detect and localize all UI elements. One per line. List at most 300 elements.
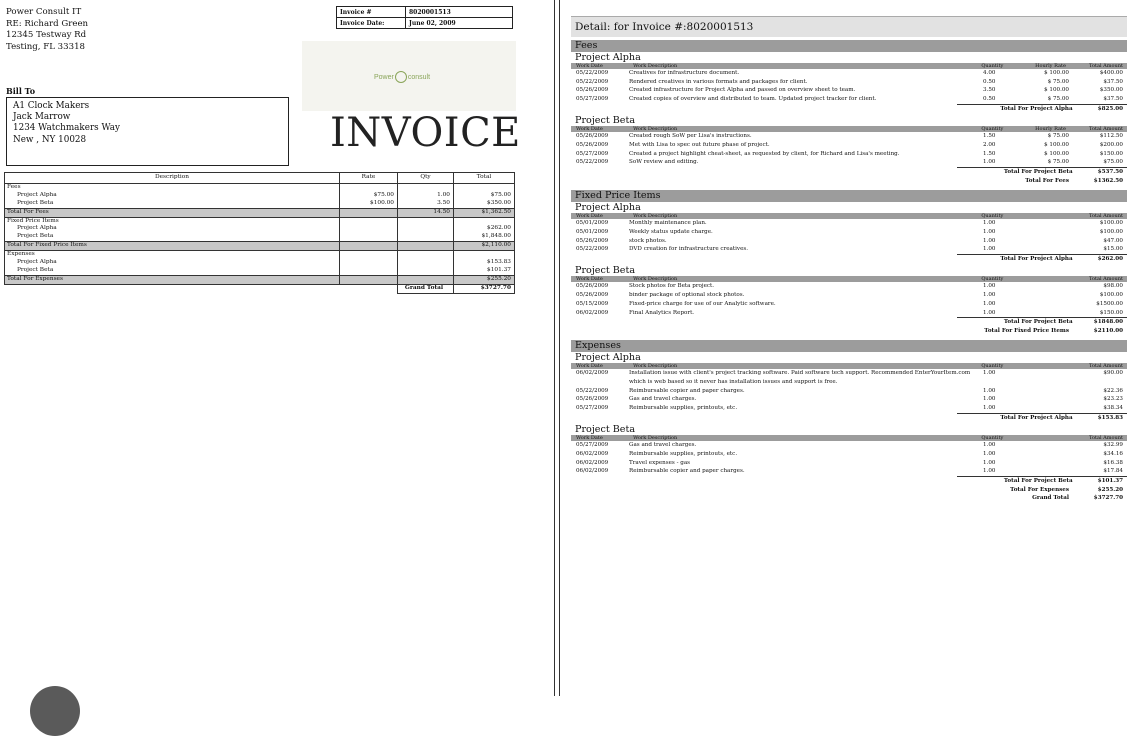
summary-rate (339, 251, 397, 259)
project-heading: Project Alpha (571, 52, 1127, 63)
detail-total-amount: $101.37 (1097, 478, 1123, 485)
summary-body (4, 184, 515, 285)
detail-row (571, 459, 1127, 468)
detail-qty: 1.00 (983, 220, 996, 227)
bill-to-line: A1 Clock Makers (13, 101, 90, 111)
detail-desc: Gas and travel charges. (629, 396, 697, 403)
detail-title: Detail: for Invoice #:8020001513 (571, 16, 1127, 37)
detail-amount: $34.16 (1103, 450, 1123, 457)
summary-rate (339, 242, 397, 250)
detail-total-amount: $825.00 (1097, 105, 1123, 112)
invoice-date: June 02, 2009 (406, 18, 513, 29)
detail-total-row (571, 177, 1127, 186)
summary-desc: Total For Expenses (4, 276, 339, 284)
detail-desc: Created a project highlight cheat-sheet, as requested by client, for Richard and Lisa's meeting. (629, 150, 900, 157)
summary-total (453, 218, 515, 226)
summary-qty (397, 242, 453, 250)
column-header-qty: Quantity (981, 126, 1004, 133)
detail-date: 05/26/2009 (576, 133, 609, 140)
detail-amount: $37.50 (1103, 96, 1123, 103)
summary-desc: Expenses (4, 251, 339, 259)
detail-total-label: Total For Project Alpha (1000, 414, 1073, 421)
detail-rate (1025, 450, 1069, 459)
detail-amount: $17.84 (1103, 468, 1123, 475)
detail-qty: 2.00 (983, 142, 996, 149)
detail-amount: $150.00 (1099, 150, 1123, 157)
company-re: RE: Richard Green (6, 18, 89, 29)
detail-date: 05/22/2009 (576, 159, 609, 166)
detail-row (571, 158, 1127, 167)
detail-row (571, 467, 1127, 476)
bill-to-box (6, 97, 289, 166)
detail-date: 05/22/2009 (576, 70, 609, 76)
detail-amount: $100.00 (1099, 228, 1123, 235)
column-header-qty: Quantity (981, 63, 1004, 69)
summary-total: $2,110.00 (453, 242, 515, 250)
detail-row (571, 450, 1127, 459)
detail-total-row (957, 317, 1127, 327)
summary-total: $153.83 (453, 259, 515, 267)
detail-qty: 1.00 (983, 228, 996, 235)
summary-rate (339, 259, 397, 267)
summary-rate (339, 267, 397, 275)
detail-date: 06/02/2009 (576, 309, 609, 316)
detail-amount: $15.00 (1103, 246, 1123, 253)
invoice-detail-page (571, 16, 1127, 505)
summary-qty (397, 233, 453, 241)
detail-amount: $112.50 (1099, 133, 1123, 140)
summary-total: $255.20 (453, 276, 515, 284)
detail-qty: 1.00 (983, 442, 996, 449)
detail-total-row (957, 254, 1127, 264)
column-header-amount: Total Amount (1089, 63, 1123, 69)
summary-rate (339, 218, 397, 226)
detail-qty: 1.00 (983, 300, 996, 307)
detail-qty: 1.00 (983, 159, 996, 166)
detail-date: 05/01/2009 (576, 228, 609, 235)
invoice-summary-page (0, 0, 520, 696)
detail-total-label: Total For Project Alpha (1000, 255, 1073, 262)
bill-to-label: Bill To (6, 86, 36, 96)
column-header-date: Work Date (576, 126, 603, 133)
detail-amount: $150.00 (1099, 309, 1123, 316)
detail-rate (1025, 219, 1069, 228)
detail-amount: $100.00 (1099, 220, 1123, 227)
detail-qty: 1.00 (983, 283, 996, 290)
summary-total (453, 251, 515, 259)
detail-total-amount: $2110.00 (1093, 327, 1123, 334)
detail-total-row (957, 413, 1127, 423)
logo-circle-icon (395, 71, 407, 83)
detail-desc: Travel expenses - gas (629, 459, 691, 466)
column-header-desc: Work Description (633, 63, 678, 69)
project-heading: Project Beta (571, 115, 1127, 126)
summary-grand-total-row (4, 285, 515, 294)
detail-row (571, 228, 1127, 237)
detail-amount: $98.00 (1103, 283, 1123, 290)
summary-total: $350.00 (453, 200, 515, 208)
summary-section-row (4, 184, 515, 192)
detail-desc: stock photos. (629, 237, 667, 244)
column-header-rate: Hourly Rate (1035, 63, 1066, 69)
detail-date: 05/26/2009 (576, 142, 609, 149)
detail-qty: 1.00 (983, 246, 996, 253)
bill-to-line: Jack Marrow (13, 112, 71, 123)
company-address (6, 7, 88, 53)
project-heading: Project Beta (571, 265, 1127, 276)
detail-total-row (957, 167, 1127, 177)
logo-word-power: Power (374, 73, 394, 81)
detail-row (571, 141, 1127, 150)
detail-total-amount: $1362.50 (1093, 177, 1123, 184)
column-header-amount: Total Amount (1089, 276, 1123, 283)
detail-date: 05/22/2009 (576, 78, 609, 85)
detail-qty: 3.50 (983, 87, 996, 94)
detail-total-amount: $255.20 (1097, 486, 1123, 493)
invoice-number-label: Invoice # (337, 7, 406, 18)
summary-desc: Fixed Price Items (4, 218, 339, 226)
detail-qty: 1.00 (983, 459, 996, 466)
column-header-desc: Work Description (633, 276, 678, 283)
invoice-summary-table (4, 172, 515, 294)
category-heading: Expenses (571, 340, 1127, 352)
detail-date: 06/02/2009 (576, 468, 609, 475)
summary-rate: $75.00 (339, 192, 397, 200)
detail-amount: $38.34 (1103, 405, 1123, 412)
column-header-qty: Quantity (981, 276, 1004, 283)
detail-rate: $ 75.00 (1047, 133, 1069, 140)
detail-rate (1025, 237, 1069, 246)
column-header-amount: Total Amount (1089, 126, 1123, 133)
page-divider-left (554, 0, 555, 696)
detail-date: 05/22/2009 (576, 246, 609, 253)
column-header-amount: Total Amount (1089, 363, 1123, 370)
detail-amount: $350.00 (1099, 87, 1123, 94)
invoice-heading: INVOICE (330, 110, 521, 156)
column-header-desc: Work Description (633, 126, 678, 133)
detail-total-row (571, 327, 1127, 336)
detail-total-row (957, 104, 1127, 114)
company-address-line2: Testing, FL 33318 (6, 41, 86, 52)
column-header-date: Work Date (576, 276, 603, 283)
detail-total-amount: $153.83 (1097, 414, 1123, 421)
summary-rate (339, 184, 397, 192)
summary-qty (397, 267, 453, 275)
summary-rate (339, 209, 397, 217)
detail-total-label: Total For Project Alpha (1000, 105, 1073, 112)
detail-desc: Reimbursable supplies, printouts, etc. (629, 405, 738, 412)
detail-total-label: Total For Project Beta (1003, 478, 1073, 485)
summary-section-row (4, 251, 515, 259)
column-header-date: Work Date (576, 435, 603, 442)
detail-row (571, 150, 1127, 159)
bill-to-line: 1234 Watchmakers Way (13, 123, 120, 134)
summary-qty: 3.50 (397, 200, 453, 208)
detail-desc: Reimbursable supplies, printouts, etc. (629, 450, 738, 457)
summary-desc: Project Alpha (4, 192, 339, 200)
detail-rate (1025, 441, 1069, 450)
column-header-date: Work Date (576, 363, 603, 370)
detail-row (571, 441, 1127, 450)
detail-rate (1025, 228, 1069, 237)
company-name: Power Consult IT (6, 7, 82, 17)
detail-total-label: Grand Total (1032, 495, 1069, 502)
detail-amount: $23.23 (1103, 396, 1123, 403)
detail-row (571, 245, 1127, 254)
detail-row (571, 86, 1127, 95)
column-header-qty: Quantity (981, 435, 1004, 442)
summary-qty (397, 184, 453, 192)
detail-desc: Created copies of overview and distributed to team. Updated project tracker for client. (629, 96, 877, 103)
detail-date: 05/27/2009 (576, 150, 609, 157)
detail-qty: 0.50 (983, 78, 996, 85)
scroll-indicator-circle (30, 686, 80, 736)
detail-rate (1025, 282, 1069, 291)
detail-rate (1025, 291, 1069, 300)
page-divider-right (559, 0, 560, 696)
detail-date: 05/26/2009 (576, 87, 609, 94)
detail-total-label: Total For Project Beta (1003, 169, 1073, 176)
summary-desc: Total For Fees (4, 209, 339, 217)
detail-date: 05/26/2009 (576, 237, 609, 244)
detail-total-row (571, 486, 1127, 495)
detail-row (571, 291, 1127, 300)
logo-word-consult: consult (407, 73, 431, 81)
summary-header-qty: Qty (397, 173, 453, 183)
detail-desc: binder package of optional stock photos. (629, 292, 745, 299)
detail-qty: 1.00 (983, 309, 996, 316)
detail-rate (1025, 387, 1069, 396)
detail-row (571, 95, 1127, 104)
summary-item-row (4, 259, 515, 267)
logo-text (374, 71, 430, 83)
detail-qty: 1.00 (983, 387, 996, 394)
summary-rate (339, 233, 397, 241)
summary-qty (397, 218, 453, 226)
detail-row (571, 404, 1127, 413)
detail-desc: Met with Lisa to spec out future phase of project. (629, 142, 770, 149)
spacer (571, 185, 1127, 187)
summary-total: $1,362.50 (453, 209, 515, 217)
detail-qty: 1.00 (983, 468, 996, 475)
detail-qty: 0.50 (983, 96, 996, 103)
project-heading: Project Beta (571, 424, 1127, 435)
detail-qty: 1.00 (983, 237, 996, 244)
detail-total-amount: $262.00 (1097, 255, 1123, 262)
detail-total-row (957, 476, 1127, 486)
detail-date: 05/22/2009 (576, 387, 609, 394)
summary-desc: Fees (4, 184, 339, 192)
detail-row (571, 69, 1127, 78)
detail-amount: $1500.00 (1096, 300, 1123, 307)
column-header-amount: Total Amount (1089, 213, 1123, 220)
detail-qty: 1.00 (983, 405, 996, 412)
summary-qty (397, 251, 453, 259)
summary-total-row (4, 208, 515, 218)
summary-qty: 14.50 (397, 209, 453, 217)
detail-desc: Reimbursable copier and paper charges. (629, 387, 745, 394)
detail-desc: Installation issue with client's project tracking software. Paid software tech support. Recommended EnterYourItem.com which is web based so it never has installation issues and support is free. (629, 370, 971, 385)
detail-desc: Fixed-price charge for use of our Analytic software. (629, 300, 776, 307)
company-logo (302, 41, 516, 111)
detail-date: 05/15/2009 (576, 300, 609, 307)
detail-total-label: Total For Project Beta (1003, 319, 1073, 326)
summary-total: $1,848.00 (453, 233, 515, 241)
summary-desc: Project Beta (4, 267, 339, 275)
detail-total-label: Total For Fees (1025, 177, 1069, 184)
detail-total-label: Total For Expenses (1010, 486, 1069, 493)
detail-total-label: Total For Fixed Price Items (984, 327, 1069, 334)
summary-desc: Project Alpha (4, 259, 339, 267)
detail-row (571, 369, 1127, 386)
detail-rate: $ 100.00 (1044, 150, 1069, 157)
detail-amount: $90.00 (1103, 370, 1123, 377)
summary-header-total: Total (453, 173, 515, 183)
spacer (571, 503, 1127, 505)
column-header-desc: Work Description (633, 363, 678, 370)
detail-date: 05/26/2009 (576, 283, 609, 290)
detail-rate (1025, 245, 1069, 254)
detail-row (571, 395, 1127, 404)
detail-date: 06/02/2009 (576, 459, 609, 466)
detail-body (571, 40, 1127, 505)
spacer (571, 335, 1127, 337)
detail-row (571, 300, 1127, 309)
detail-desc: Monthly maintenance plan. (629, 220, 707, 227)
detail-date: 05/26/2009 (576, 396, 609, 403)
detail-desc: Reimbursable copier and paper charges. (629, 468, 745, 475)
detail-qty: 1.00 (983, 396, 996, 403)
column-header-rate: Hourly Rate (1035, 126, 1066, 133)
summary-total: $101.37 (453, 267, 515, 275)
detail-row (571, 78, 1127, 87)
detail-rate (1025, 467, 1069, 476)
invoice-number: 8020001513 (406, 7, 513, 18)
column-header-date: Work Date (576, 213, 603, 220)
summary-total: $75.00 (453, 192, 515, 200)
column-header-amount: Total Amount (1089, 435, 1123, 442)
summary-desc: Total For Fixed Price Items (4, 242, 339, 250)
detail-rate (1025, 404, 1069, 413)
detail-desc: DVD creation for infrastructure creatives. (629, 246, 749, 253)
detail-total-amount: $537.50 (1097, 169, 1123, 176)
summary-desc: Project Beta (4, 200, 339, 208)
detail-amount: $75.00 (1103, 159, 1123, 166)
detail-rate: $ 100.00 (1044, 87, 1069, 94)
project-heading: Project Alpha (571, 202, 1127, 213)
summary-rate (339, 276, 397, 284)
detail-amount: $200.00 (1099, 142, 1123, 149)
detail-date: 05/27/2009 (576, 96, 609, 103)
summary-item-row (4, 225, 515, 233)
summary-item-row (4, 192, 515, 200)
summary-qty (397, 259, 453, 267)
detail-rate (1025, 309, 1069, 318)
summary-rate: $100.00 (339, 200, 397, 208)
detail-date: 05/27/2009 (576, 442, 609, 449)
summary-section-row (4, 218, 515, 226)
detail-rate (1025, 369, 1069, 386)
grand-total-value: $3727.70 (453, 285, 515, 294)
detail-qty: 4.00 (983, 70, 996, 76)
summary-rate (339, 225, 397, 233)
category-heading: Fixed Price Items (571, 190, 1127, 202)
detail-rate (1025, 395, 1069, 404)
detail-qty: 1.00 (983, 370, 996, 377)
detail-rate: $ 75.00 (1047, 96, 1069, 103)
detail-amount: $37.50 (1103, 78, 1123, 85)
detail-desc: Created infrastructure for Project Alpha and passed on overview sheet to team. (629, 87, 856, 94)
detail-desc: Final Analytics Report. (629, 309, 695, 316)
detail-amount: $22.36 (1103, 387, 1123, 394)
column-header-qty: Quantity (981, 213, 1004, 220)
detail-row (571, 387, 1127, 396)
summary-qty (397, 276, 453, 284)
detail-total-row (571, 494, 1127, 503)
detail-date: 06/02/2009 (576, 370, 609, 377)
invoice-date-label: Invoice Date: (337, 18, 406, 29)
bill-to-line: New , NY 10028 (13, 134, 87, 145)
summary-header-rate: Rate (339, 173, 397, 183)
category-heading: Fees (571, 40, 1127, 52)
detail-desc: SoW review and editing. (629, 159, 699, 166)
detail-row (571, 237, 1127, 246)
detail-total-amount: $1848.00 (1093, 319, 1123, 326)
column-header-desc: Work Description (633, 213, 678, 220)
detail-qty: 1.00 (983, 450, 996, 457)
detail-desc: Gas and travel charges. (629, 442, 697, 449)
detail-row (571, 309, 1127, 318)
detail-qty: 1.50 (983, 133, 996, 140)
column-header-qty: Quantity (981, 363, 1004, 370)
detail-desc: Rendered creatives in various formats and packages for client. (629, 78, 808, 85)
detail-amount: $16.38 (1103, 459, 1123, 466)
detail-qty: 1.50 (983, 150, 996, 157)
summary-item-row (4, 233, 515, 241)
summary-total-row (4, 241, 515, 251)
summary-desc: Project Beta (4, 233, 339, 241)
detail-row (571, 219, 1127, 228)
summary-header-row (4, 172, 515, 184)
detail-rate: $ 100.00 (1044, 70, 1069, 76)
detail-row (571, 132, 1127, 141)
summary-desc: Project Alpha (4, 225, 339, 233)
summary-total-row (4, 275, 515, 285)
detail-qty: 1.00 (983, 292, 996, 299)
detail-amount: $400.00 (1099, 70, 1123, 76)
detail-amount: $32.99 (1103, 442, 1123, 449)
project-heading: Project Alpha (571, 352, 1127, 363)
detail-desc: Created rough SoW per Lisa's instructions. (629, 133, 752, 140)
detail-desc: Creatives for infrastructure document. (629, 70, 740, 76)
detail-rate (1025, 300, 1069, 309)
column-header-date: Work Date (576, 63, 603, 69)
summary-total: $262.00 (453, 225, 515, 233)
detail-row (571, 282, 1127, 291)
summary-qty (397, 225, 453, 233)
detail-amount: $47.00 (1103, 237, 1123, 244)
company-address-line1: 12345 Testway Rd (6, 30, 87, 41)
detail-rate: $ 75.00 (1047, 78, 1069, 85)
summary-qty: 1.00 (397, 192, 453, 200)
detail-amount: $100.00 (1099, 292, 1123, 299)
summary-header-description: Description (4, 173, 339, 183)
detail-date: 06/02/2009 (576, 450, 609, 457)
detail-date: 05/27/2009 (576, 405, 609, 412)
summary-item-row (4, 267, 515, 275)
column-header-desc: Work Description (633, 435, 678, 442)
summary-item-row (4, 200, 515, 208)
